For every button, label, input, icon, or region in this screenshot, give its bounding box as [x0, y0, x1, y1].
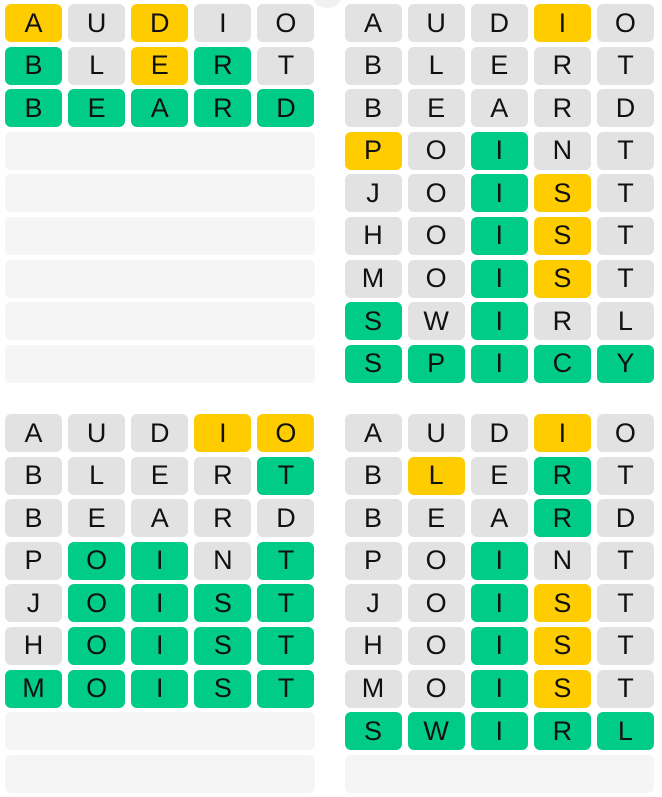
letter-tile: O [257, 414, 314, 452]
letter-tile: I [131, 627, 188, 665]
letter-tile: R [534, 89, 591, 127]
letter-tile: I [471, 670, 528, 708]
guess-row [5, 584, 315, 622]
guess-row [345, 712, 655, 750]
guess-row [5, 627, 315, 665]
empty-guess-row [5, 132, 315, 170]
letter-tile: S [194, 670, 251, 708]
empty-guess-row [5, 217, 315, 255]
letter-tile: B [345, 499, 402, 537]
letter-tile: S [194, 584, 251, 622]
letter-tile: P [408, 345, 465, 383]
letter-tile: T [597, 627, 654, 665]
guess-row [5, 4, 315, 42]
empty-guess-row [5, 302, 315, 340]
letter-tile: I [194, 4, 251, 42]
letter-tile: S [534, 260, 591, 298]
letter-tile: R [534, 47, 591, 85]
letter-tile: I [471, 174, 528, 212]
letter-tile: L [597, 302, 654, 340]
letter-tile: L [597, 712, 654, 750]
guess-row [5, 457, 315, 495]
letter-tile: E [131, 457, 188, 495]
letter-tile: R [194, 89, 251, 127]
letter-tile: O [408, 260, 465, 298]
letter-tile: O [68, 584, 125, 622]
letter-tile: T [257, 542, 314, 580]
letter-tile: T [597, 542, 654, 580]
letter-tile: E [408, 499, 465, 537]
letter-tile: H [345, 217, 402, 255]
board-bottom-right [345, 414, 655, 793]
letter-tile: E [471, 457, 528, 495]
guess-row [345, 47, 655, 85]
guess-row [345, 542, 655, 580]
letter-tile: I [471, 260, 528, 298]
letter-tile: P [345, 542, 402, 580]
letter-tile: Y [597, 345, 654, 383]
letter-tile: H [345, 627, 402, 665]
guess-row [345, 174, 655, 212]
letter-tile: A [471, 89, 528, 127]
letter-tile: A [131, 499, 188, 537]
letter-tile: S [345, 345, 402, 383]
letter-tile: C [534, 345, 591, 383]
letter-tile: E [68, 499, 125, 537]
letter-tile: L [68, 457, 125, 495]
letter-tile: T [597, 217, 654, 255]
letter-tile: J [345, 584, 402, 622]
letter-tile: T [597, 584, 654, 622]
letter-tile: I [534, 414, 591, 452]
letter-tile: I [131, 670, 188, 708]
letter-tile: R [534, 712, 591, 750]
guess-row [5, 499, 315, 537]
guess-row [5, 542, 315, 580]
letter-tile: P [345, 132, 402, 170]
letter-tile: O [408, 174, 465, 212]
letter-tile: D [597, 89, 654, 127]
letter-tile: N [534, 542, 591, 580]
letter-tile: T [597, 457, 654, 495]
letter-tile: B [345, 47, 402, 85]
empty-guess-row [5, 174, 315, 212]
letter-tile: I [131, 542, 188, 580]
empty-guess-row [5, 712, 315, 750]
guess-row [345, 457, 655, 495]
letter-tile: B [345, 89, 402, 127]
letter-tile: O [408, 627, 465, 665]
letter-tile: I [471, 217, 528, 255]
letter-tile: D [597, 499, 654, 537]
letter-tile: B [5, 457, 62, 495]
letter-tile: T [257, 670, 314, 708]
letter-tile: S [345, 712, 402, 750]
letter-tile: N [194, 542, 251, 580]
letter-tile: E [471, 47, 528, 85]
letter-tile: O [597, 414, 654, 452]
letter-tile: T [597, 47, 654, 85]
letter-tile: T [257, 457, 314, 495]
board-bottom-left [5, 414, 315, 793]
letter-tile: S [534, 627, 591, 665]
guess-row [345, 217, 655, 255]
letter-tile: L [408, 47, 465, 85]
letter-tile: E [408, 89, 465, 127]
letter-tile: D [257, 499, 314, 537]
letter-tile: O [257, 4, 314, 42]
letter-tile: I [471, 627, 528, 665]
letter-tile: I [471, 712, 528, 750]
guess-row [5, 414, 315, 452]
letter-tile: I [471, 302, 528, 340]
letter-tile: A [345, 414, 402, 452]
letter-tile: M [345, 670, 402, 708]
letter-tile: A [131, 89, 188, 127]
letter-tile: S [534, 174, 591, 212]
letter-tile: B [5, 499, 62, 537]
letter-tile: I [534, 4, 591, 42]
guess-row [345, 345, 655, 383]
letter-tile: W [408, 302, 465, 340]
letter-tile: O [408, 132, 465, 170]
letter-tile: R [194, 47, 251, 85]
letter-tile: T [597, 174, 654, 212]
letter-tile: I [131, 584, 188, 622]
board-top-right [345, 4, 655, 383]
letter-tile: O [68, 627, 125, 665]
letter-tile: T [597, 260, 654, 298]
guess-row [5, 670, 315, 708]
letter-tile: B [5, 89, 62, 127]
letter-tile: O [408, 584, 465, 622]
letter-tile: D [257, 89, 314, 127]
letter-tile: I [194, 414, 251, 452]
board-top-left [5, 4, 315, 383]
guess-row [345, 132, 655, 170]
letter-tile: A [5, 4, 62, 42]
empty-guess-row [345, 755, 655, 793]
letter-tile: S [194, 627, 251, 665]
letter-tile: A [345, 4, 402, 42]
letter-tile: R [534, 302, 591, 340]
letter-tile: T [597, 670, 654, 708]
letter-tile: U [68, 414, 125, 452]
guess-row [345, 414, 655, 452]
letter-tile: U [68, 4, 125, 42]
letter-tile: O [68, 670, 125, 708]
guess-row [345, 670, 655, 708]
guess-row [5, 89, 315, 127]
letter-tile: A [471, 499, 528, 537]
letter-tile: M [345, 260, 402, 298]
letter-tile: R [534, 499, 591, 537]
letter-tile: W [408, 712, 465, 750]
letter-tile: O [408, 217, 465, 255]
letter-tile: E [68, 89, 125, 127]
letter-tile: P [5, 542, 62, 580]
guess-row [345, 584, 655, 622]
letter-tile: D [131, 4, 188, 42]
letter-tile: T [597, 132, 654, 170]
guess-row [345, 302, 655, 340]
letter-tile: B [345, 457, 402, 495]
letter-tile: N [534, 132, 591, 170]
letter-tile: R [194, 457, 251, 495]
letter-tile: L [408, 457, 465, 495]
letter-tile: M [5, 670, 62, 708]
letter-tile: O [68, 542, 125, 580]
letter-tile: T [257, 584, 314, 622]
guess-row [345, 499, 655, 537]
letter-tile: S [534, 217, 591, 255]
letter-tile: U [408, 4, 465, 42]
letter-tile: S [534, 670, 591, 708]
letter-tile: O [408, 670, 465, 708]
guess-row [345, 4, 655, 42]
letter-tile: U [408, 414, 465, 452]
letter-tile: E [131, 47, 188, 85]
letter-tile: D [471, 414, 528, 452]
letter-tile: D [131, 414, 188, 452]
letter-tile: I [471, 132, 528, 170]
letter-tile: H [5, 627, 62, 665]
letter-tile: J [345, 174, 402, 212]
letter-tile: B [5, 47, 62, 85]
letter-tile: I [471, 542, 528, 580]
letter-tile: R [534, 457, 591, 495]
guess-row [345, 627, 655, 665]
letter-tile: J [5, 584, 62, 622]
letter-tile: R [194, 499, 251, 537]
letter-tile: S [534, 584, 591, 622]
letter-tile: O [408, 542, 465, 580]
guess-row [345, 260, 655, 298]
letter-tile: I [471, 345, 528, 383]
letter-tile: L [68, 47, 125, 85]
letter-tile: T [257, 47, 314, 85]
letter-tile: S [345, 302, 402, 340]
letter-tile: D [471, 4, 528, 42]
empty-guess-row [5, 260, 315, 298]
empty-guess-row [5, 345, 315, 383]
empty-guess-row [5, 755, 315, 793]
guess-row [5, 47, 315, 85]
letter-tile: A [5, 414, 62, 452]
letter-tile: O [597, 4, 654, 42]
guess-row [345, 89, 655, 127]
letter-tile: T [257, 627, 314, 665]
letter-tile: I [471, 584, 528, 622]
